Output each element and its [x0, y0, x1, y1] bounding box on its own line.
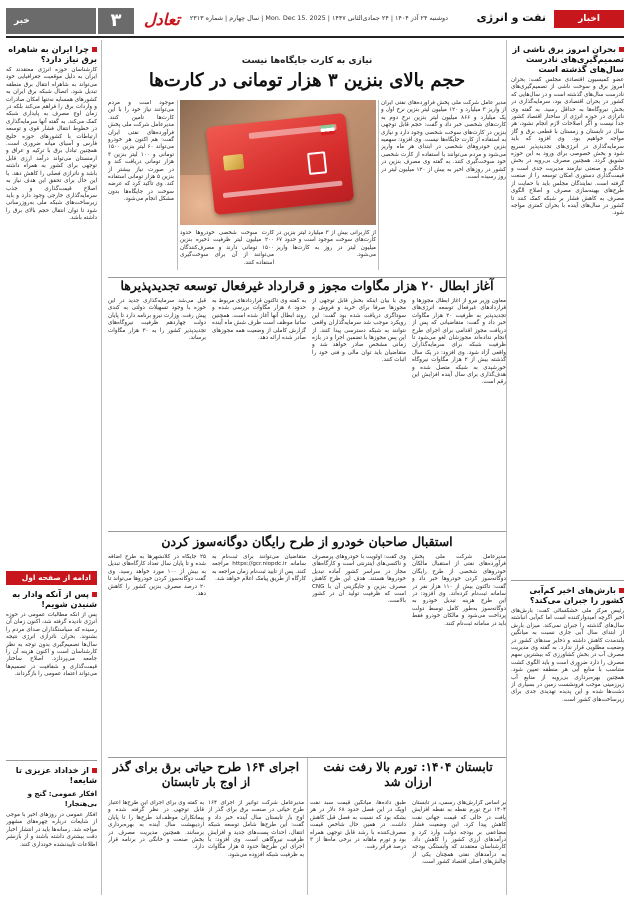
main-content [108, 40, 506, 895]
right-news-column [506, 40, 624, 895]
photo-under-text-b: کارت سوخت شخصی خودروها حدود ۲۰۰ میلیون لیتر ظرفیت ذخیره بنزین ۱۵۰۰ تومانی دارند و مصرف‌کنندگان می‌توانند از آن برای سوخت‌گیری استفاده کنند. [180, 230, 274, 266]
top-story-col-3: موجود است و مردم می‌توانند نیاز خود را با این کارت‌ها تامین کنند. مدیرعامل شرکت ملی پخش فرآورده‌های نفتی ایران گفت: هم اکنون هر خودرو می‌تواند ۶۰ لیتر بنزین ۱۵۰۰ تومانی و ۱۰۰ لیتر بنزین ۳ هزار تومانی دریافت کند و در صورت نیاز بیشتر از بنزین ۵ هزار تومانی استفاده کند. وی تاکید کرد که عرضه سوخت در جایگاه‌ها بدون مشکل انجام می‌شود. [108, 100, 174, 203]
fourth-story-col-2: طبق داده‌ها، میانگین قیمت سبد نفت اوپک در این فصل حدود ۶۸ دلار در هر بشکه بود که نسبت به فصل قبل کاهش داشت. در همین حال شاخص قیمت مصرف‌کننده با رشد قابل توجهی همراه بود و تورم ماهانه در برخی ماه‌ها از ۳ درصد فراتر رفت. [310, 800, 406, 851]
second-story-headline: آغاز ابطال ۲۰ هزار مگاوات مجوز و قرارداد غیرفعال توسعه تجدیدپذیرها [120, 278, 494, 293]
top-story-col-1: مدیر عامل شرکت ملی پخش فرآورده‌های نفتی ایران از واریز ۳ میلیارد و ۱۲۰ میلیون لیتر بنزین نرخ اول و یک میلیارد و ۸۶۶ میلیون لیتر بنزین نرخ دوم به کارت‌های شخصی خبر داد و گفت: حجم قابل توجهی بنزین در کارت‌های سوخت شخصی وجود دارد و نیازی به استفاده از کارت جایگاه‌ها نیست. وی افزود: سهمیه بنزین خودروهای شخصی در ابتدای هر ماه واریز می‌شود و مردم می‌توانند با استفاده از کارت شخصی خود سوخت‌گیری کنند. به گفته وی مصرف بنزین در کشور در روزهای اخیر به بیش از ۱۲۰ میلیون لیتر در روز رسیده است. [381, 100, 506, 181]
bullet-icon [619, 588, 624, 593]
column-rule [378, 100, 379, 270]
page-number: ۳ [98, 8, 134, 34]
card-stripe [223, 181, 343, 199]
right-article-2-body: رئیس مرکز ملی خشکسالی گفت: بارش‌های اخیر اگرچه امیدوارکننده است اما کم‌آبی انباشته سال‌های گذشته را جبران نمی‌کند. میزان بارش از ابتدای سال آبی جاری نسبت به میانگین بلندمدت کاهش داشته و ذخایر سدهای کشور در وضعیت مطلوبی قرار ندارد. به گفته وی مدیریت مصرف آب در بخش کشاورزی که بیشترین سهم مصرف را دارد ضروری است و باید الگوی کشت متناسب با منابع آبی هر منطقه تعیین شود. همچنین بهره‌برداری بی‌رویه از منابع آب زیرزمینی موجب فرونشست زمین در بسیاری از دشت‌ها شده و این پدیده تهدیدی جدی برای زیرساخت‌های کشور است. [511, 608, 624, 703]
left-section-tag: خبر [6, 8, 96, 34]
top-story-headline: حجم بالای بنزین ۳ هزار تومانی در کارت‌ها [148, 70, 466, 91]
column-rule [307, 758, 308, 895]
fifth-story-headline: اجرای ۱۶۴ طرح حیاتی برق برای گذر از اوج بار تابستان [112, 760, 300, 789]
third-story-headline: استقبال صاحبان خودرو از طرح رایگان دوگانه‌سوز کردن [161, 534, 453, 549]
second-story-col-3: به گفته وی تاکنون قراردادهای مربوط به حدود ۸ هزار مگاوات بررسی شده و روند ابطال آنها آغاز شده است. همچنین ساتبا موظف است ظرف شش ماه آینده گزارش کاملی از وضعیت همه مجوزهای صادر شده ارائه دهد. [212, 298, 306, 342]
second-story-col-4: قبل می‌شد سرمایه‌گذاری جدید در این حوزه با وجود تسهیلات دولتی به کندی پیش رفت. وزارت نیرو برنامه دارد تا پایان دولت چهاردهم ظرفیت نیروگاه‌های تجدیدپذیر کشور را به ۳۰ هزار مگاوات برساند. [108, 298, 206, 342]
newspaper-brand: تعادل [144, 10, 180, 29]
top-story-kicker: نیازی به کارت جایگاه‌ها نیست [241, 56, 373, 66]
third-story-col-3: متقاضیان می‌توانند برای ثبت‌نام به سامانه https://gcr.niopdc.ir مراجعه کنند. پس از تایید ثبت‌نام زمان مراجعه به کارگاه از طریق پیامک اعلام خواهد شد. [212, 554, 306, 583]
right-article-1-headline: بحران امروز برق ناشی از تصمیم‌گیری‌های نادرست سال‌های گذشته است [512, 44, 624, 74]
left-article-2-headline: پس از آنکه وادار به شنیدن شویم! [12, 589, 97, 609]
page-header [6, 6, 624, 38]
right-article-2-headline: بارش‌های اخیر کم‌آبی کشور را جبران می‌کند؟ [529, 585, 624, 605]
bullet-icon [619, 47, 624, 52]
section-title: نفت و انرژی [476, 11, 546, 24]
right-article-1-body: عضو کمیسیون اقتصادی مجلس گفت: بحران امروز برق و سوخت ناشی از تصمیم‌گیری‌های نادرست سال‌های گذشته است و در سال‌هایی که کشور در بحران اقتصادی بود، سرمایه‌گذاری در بخش نیروگاه‌ها به حداقل رسید. به گفته وی ناترازی در حوزه انرژی از ساختار اقتصاد کشور جدا نیست و اگر اصلاحات لازم انجام نشود، هر سال در تابستان و زمستان با قطعی برق و گاز مواجه خواهیم بود. وی افزود که باید سرمایه‌گذاری در انرژی‌های تجدیدپذیر تسریع شود و بخش خصوصی برای ورود به این حوزه تشویق گردد. همچنین مصرف بی‌رویه در بخش خانگی و صنعتی نیازمند مدیریت جدی است و قیمت‌گذاری دستوری امکان توسعه را از صنعت گرفته است. نمایندگان مجلس باید با حمایت از طرح‌های بهینه‌سازی مصرف و اصلاح الگوی مصرف به کاهش فشار بر شبکه کمک کنند تا کشور در سال‌های آینده با بحران کمتری مواجه شود. [511, 77, 624, 217]
fourth-story-col-1: بر اساس گزارش‌های رسمی، در تابستان ۱۴۰۴ نرخ تورم نقطه به نقطه افزایش یافت در حالی که قیمت جهانی نفت کاهش پیدا کرد. این وضعیت فشار مضاعفی بر بودجه دولت وارد کرد و درآمدهای ارزی کشور را کاهش داد. کارشناسان معتقدند که وابستگی بودجه به درآمدهای نفتی همچنان یکی از چالش‌های اصلی اقتصاد کشور است. [412, 800, 506, 866]
left-article-1-headline: چرا ایران به شاهراه برق نیاز دارد؟ [8, 44, 97, 64]
bullet-icon [92, 47, 97, 52]
fuel-card-photo [180, 100, 376, 225]
card-chip-icon [223, 154, 244, 171]
bullet-icon [92, 768, 97, 773]
photo-under-text-a: از کاربرانی بیش از ۳ میلیارد لیتر بنزین در کارت‌های سوخت موجود است و حدود ۶۷ میلیون لیتر در روز به کارت‌ها واریز می‌شود. [276, 230, 376, 259]
left-article-3-subheadline: افکار عمومی: گنج و بی‌هنجار! [27, 790, 97, 808]
left-article-3-headline: از خداداد عزیزی تا شایعه! [15, 765, 97, 785]
third-story-col-4: ۲۵ جایگاه در کلانشهرها به طرح اضافه شده و تا پایان سال تعداد کارگاه‌های تبدیل به بیش از ۱۰۰ مورد خواهد رسید. وی گفت دوگانه‌سوز کردن خودروها می‌تواند تا ۲۰ درصد مصرف بنزین کشور را کاهش دهد. [108, 554, 206, 598]
fifth-story-col-2: به گفته وی برای اجرای این طرح‌ها اعتبار قابل توجهی در نظر گرفته شده و پیمانکاران موظف‌اند طرح‌ها را تا پایان اردیبهشت سال آینده به بهره‌برداری برسانند. همچنین مدیریت مصرف در بخش صنعت و خانگی در برنامه قرار دارد. [108, 800, 204, 851]
left-article-1-body: کارشناسان حوزه انرژی معتقدند که ایران به دلیل موقعیت جغرافیایی خود می‌تواند به شاهراه انتقال برق منطقه تبدیل شود. اتصال شبکه برق ایران به کشورهای همسایه نه‌تنها امکان صادرات و واردات برق را فراهم می‌کند بلکه در زمان اوج مصرف به پایداری شبکه کمک می‌کند. به گفته آنها سرمایه‌گذاری در خطوط انتقال فشار قوی و توسعه ارتباطات با کشورهای حوزه خلیج فارس و آسیای میانه ضروری است. همچنین تبادل برق با ترکیه و عراق و ارمنستان می‌تواند درآمد ارزی قابل توجهی برای کشور به همراه داشته باشد و ناترازی فصلی را کاهش دهد. با این حال برای تحقق این هدف نیاز به اصلاح قیمت‌گذاری و جذب سرمایه‌گذاری خارجی وجود دارد و باید زیرساخت‌های شبکه ملی به‌روزرسانی شود تا توان انتقال حجم بالای برق را داشته باشد. [6, 67, 97, 222]
divider [6, 760, 97, 761]
continued-from-front-bar: ادامه از صفحه اول [6, 571, 97, 585]
fourth-story-headline: تابستان ۱۴۰۴: تورم بالا رفت نفت ارزان شد [323, 760, 493, 789]
divider [511, 580, 624, 581]
fuel-card-image [180, 100, 376, 225]
divider [108, 531, 506, 532]
news-section-tag: اخبار [554, 10, 624, 28]
second-story-col-1: معاون وزیر نیرو از آغاز ابطال مجوزها و قراردادهای غیرفعال توسعه انرژی‌های تجدیدپذیر به ظرفیت ۲۰ هزار مگاوات خبر داد و گفت: متقاضیانی که پس از دریافت مجوز اقدامی برای اجرای طرح انجام نداده‌اند مجوزشان لغو می‌شود تا ظرفیت شبکه برای سرمایه‌گذاران واقعی آزاد شود. وی افزود: در یک سال گذشته بیش از ۲ هزار مگاوات نیروگاه خورشیدی به شبکه متصل شده و هدف‌گذاری برای سال آینده افزایش این رقم است. [412, 298, 506, 386]
left-article-2-body: پس از آنکه مطالبات عمومی در حوزه انرژی نادیده گرفته شد، اکنون زمان آن رسیده که سیاستگذاران صدای مردم را بشنوند. بحران ناترازی انرژی نتیجه سال‌ها تصمیم‌گیری بدون توجه به نظر کارشناسان است و اکنون هزینه آن را جامعه می‌پردازد. اصلاح ساختار قیمت‌گذاری و شفافیت در تصمیم‌ها می‌تواند اعتماد عمومی را بازگرداند. [6, 612, 97, 678]
left-article-3-body: افکار عمومی در روزهای اخیر با موجی از شایعات درباره چهره‌های مشهور مواجه شد. رسانه‌ها باید در انتشار اخبار دقت بیشتری داشته باشند و از بازنشر اطلاعات تاییدنشده خودداری کنند. [6, 812, 97, 848]
fuel-pump-icon [307, 151, 327, 175]
bullet-icon [92, 592, 97, 597]
third-story-col-1: مدیرعامل شرکت ملی پخش فرآورده‌های نفتی از استقبال مالکان خودروهای شخصی از طرح رایگان دوگانه‌سوز کردن خودروها خبر داد و گفت: تاکنون بیش از ۱۱۰ هزار نفر در سامانه ثبت‌نام کرده‌اند. وی افزود: در این طرح هزینه تبدیل خودرو به دوگانه‌سوز به‌طور کامل توسط دولت پرداخت می‌شود و مالکان خودرو فقط باید در سامانه ثبت‌نام کنند. [412, 554, 506, 627]
column-rule [177, 100, 178, 270]
left-news-column [6, 40, 102, 895]
second-story-col-2: وی با بیان اینکه بخش قابل توجهی از مجوزها صرفا برای خرید و فروش و سوداگری دریافت شده بود گفت: این رویکرد موجب شد سرمایه‌گذاران واقعی نتوانند به شبکه دسترسی پیدا کنند. از این پس مجوزها با تضمین اجرا و در بازه زمانی مشخص صادر خواهد شد و متقاضیان باید توان مالی و فنی خود را اثبات کنند. [312, 298, 406, 364]
fuel-card-shape [206, 113, 354, 215]
fifth-story-col-1: مدیرعامل شرکت توانیر از اجرای ۱۶۴ طرح حیاتی در صنعت برق برای گذر از اوج بار تابستان سال آینده خبر داد و گفت: این طرح‌ها شامل توسعه شبکه انتقال، احداث پست‌های جدید و افزایش ظرفیت نیروگاهی است. وی افزود: با اجرای این طرح‌ها حدود ۵ هزار مگاوات به ظرفیت شبکه افزوده می‌شود. [208, 800, 304, 858]
third-story-col-2: وی گفت: اولویت با خودروهای پرمصرف و تاکسی‌های اینترنتی است و کارگاه‌های مجاز در سراسر کشور آماده تبدیل خودروها هستند. هدف این طرح کاهش مصرف بنزین و جایگزینی آن با CNG است که ظرفیت تولید آن در کشور بالاست. [312, 554, 406, 605]
issue-date: دوشنبه ۲۴ آذر ۱۴۰۴ | ۲۴ جمادی‌الثانی ۱۴۴۷ | Mon. Dec 15. 2025 | سال چهارم | شماره ۲۳۱۳ [189, 14, 448, 22]
